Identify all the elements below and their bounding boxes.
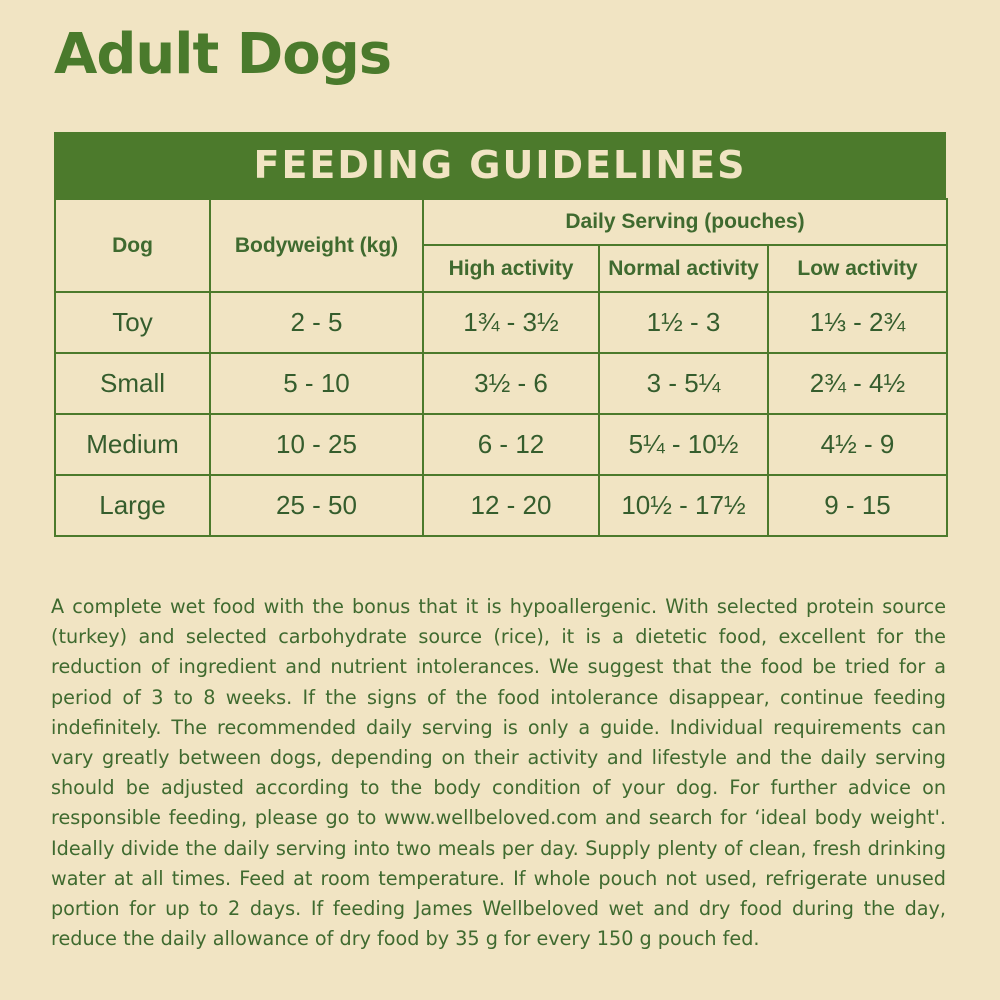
feeding-guidelines-table xyxy=(54,132,946,537)
feeding-description: A complete wet food with the bonus that it is hypoallergenic. With selected protein source (turkey) and selected carbohydrate source (rice), it is a dietetic food, excellent for the reduction of ingredient and nutrient intolerances. We suggest that the food be tried for a period of 3 to 8 weeks. If the signs of the food intolerance disappear, continue feeding indefinitely. The recommended daily serving is only a guide. Individual requirements can vary greatly between dogs, depending on their activity and lifestyle and the daily serving should be adjusted according to the body condition of your dog. For further advice on responsible feeding, please go to www.wellbeloved.com and search for ‘ideal body weight'. Ideally divide the daily serving into two meals per day. Supply plenty of clean, fresh drinking water at all times. Feed at room temperature. If whole pouch not used, refrigerate unused portion for up to 2 days. If feeding James Wellbeloved wet and dry food during the day, reduce the daily allowance of dry food by 35 g for every 150 g pouch fed. xyxy=(51,595,946,951)
cell-normal-activity: 5¼ - 10½ xyxy=(599,414,768,475)
header-high-activity: High activity xyxy=(423,245,599,292)
table-banner: FEEDING GUIDELINES xyxy=(54,132,946,198)
cell-normal-activity: 3 - 5¼ xyxy=(599,353,768,414)
cell-high-activity: 12 - 20 xyxy=(423,475,599,536)
header-normal-activity: Normal activity xyxy=(599,245,768,292)
cell-bodyweight: 2 - 5 xyxy=(210,292,423,353)
cell-low-activity: 9 - 15 xyxy=(768,475,947,536)
cell-high-activity: 1¾ - 3½ xyxy=(423,292,599,353)
cell-high-activity: 6 - 12 xyxy=(423,414,599,475)
cell-low-activity: 2¾ - 4½ xyxy=(768,353,947,414)
cell-normal-activity: 1½ - 3 xyxy=(599,292,768,353)
table-row xyxy=(55,414,947,475)
table-row xyxy=(55,292,947,353)
cell-bodyweight: 10 - 25 xyxy=(210,414,423,475)
cell-low-activity: 1⅓ - 2¾ xyxy=(768,292,947,353)
page-title: Adult Dogs xyxy=(54,22,392,87)
cell-low-activity: 4½ - 9 xyxy=(768,414,947,475)
table-row xyxy=(55,475,947,536)
feeding-table xyxy=(54,198,948,537)
cell-bodyweight: 25 - 50 xyxy=(210,475,423,536)
header-bodyweight: Bodyweight (kg) xyxy=(210,199,423,292)
cell-dog: Toy xyxy=(55,292,210,353)
cell-dog: Medium xyxy=(55,414,210,475)
cell-bodyweight: 5 - 10 xyxy=(210,353,423,414)
cell-high-activity: 3½ - 6 xyxy=(423,353,599,414)
header-low-activity: Low activity xyxy=(768,245,947,292)
cell-dog: Small xyxy=(55,353,210,414)
table-row xyxy=(55,353,947,414)
header-daily-serving: Daily Serving (pouches) xyxy=(423,199,947,245)
header-dog: Dog xyxy=(55,199,210,292)
cell-dog: Large xyxy=(55,475,210,536)
cell-normal-activity: 10½ - 17½ xyxy=(599,475,768,536)
